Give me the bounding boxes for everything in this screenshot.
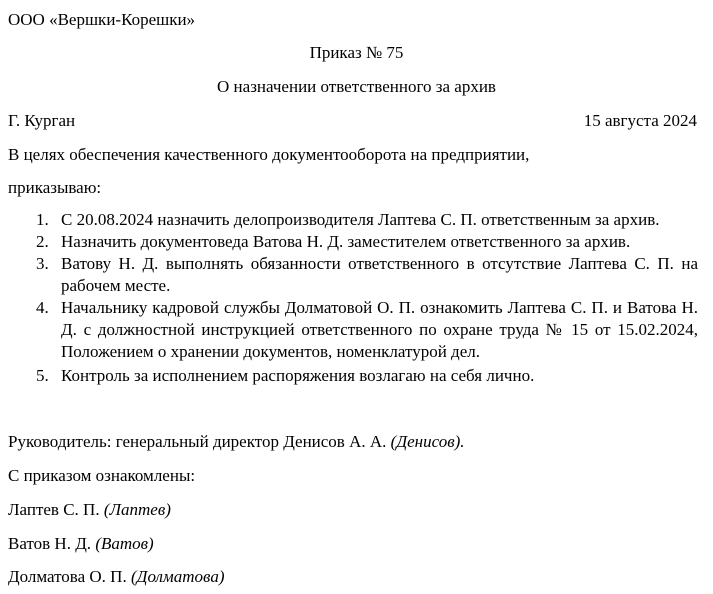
acknowledgement-row bbox=[8, 567, 225, 587]
acknowledgement-row bbox=[8, 500, 171, 520]
city: Г. Курган bbox=[8, 111, 76, 130]
list-item: С 20.08.2024 назначить делопроизводителя Лаптева С. П. ответственным за архив. bbox=[61, 210, 660, 229]
person-name: Ватов Н. Д. bbox=[8, 534, 92, 553]
acknowledgement-row bbox=[8, 534, 154, 554]
order-date: 15 августа 2024 bbox=[583, 111, 697, 130]
item-number: 1. bbox=[36, 210, 49, 229]
person-signature: (Ватов) bbox=[95, 534, 154, 553]
intro-paragraph: В целях обеспечения качественного документооборота на предприятии, bbox=[8, 145, 530, 164]
list-item: Назначить документоведа Ватова Н. Д. заместителем ответственного за архив. bbox=[61, 232, 631, 251]
item-number: 4. bbox=[36, 298, 49, 317]
person-name: Лаптев С. П. bbox=[8, 500, 100, 519]
order-title: Приказ № 75 bbox=[309, 43, 404, 62]
item-number: 5. bbox=[36, 366, 49, 385]
person-name: Долматова О. П. bbox=[8, 567, 127, 586]
head-signature-line bbox=[8, 432, 465, 452]
item-number: 3. bbox=[36, 254, 49, 273]
acknowledgement-title: С приказом ознакомлены: bbox=[8, 466, 196, 485]
person-signature: (Долматова) bbox=[130, 567, 225, 586]
list-item: Начальнику кадровой службы Долматовой О. П. ознакомить Лаптева С. П. и Ватова Н. Д. с должностной инструкцией ответственного по охране труда № 15 от 15.02.2024, Положением о хранении документов, номенклатурой дел. bbox=[61, 298, 698, 361]
list-item: Ватову Н. Д. выполнять обязанности ответственного в отсутствие Лаптева С. П. на рабочем месте. bbox=[61, 254, 698, 295]
order-word: приказываю: bbox=[8, 178, 102, 197]
item-number: 2. bbox=[36, 232, 49, 251]
list-item: Контроль за исполнением распоряжения возлагаю на себя лично. bbox=[61, 366, 535, 385]
head-signature: (Денисов). bbox=[390, 432, 465, 451]
person-signature: (Лаптев) bbox=[103, 500, 171, 519]
organization-name: ООО «Вершки-Корешки» bbox=[8, 10, 196, 29]
order-subject: О назначении ответственного за архив bbox=[217, 77, 496, 96]
head-label: Руководитель: генеральный директор Денисов А. А. bbox=[8, 432, 387, 451]
